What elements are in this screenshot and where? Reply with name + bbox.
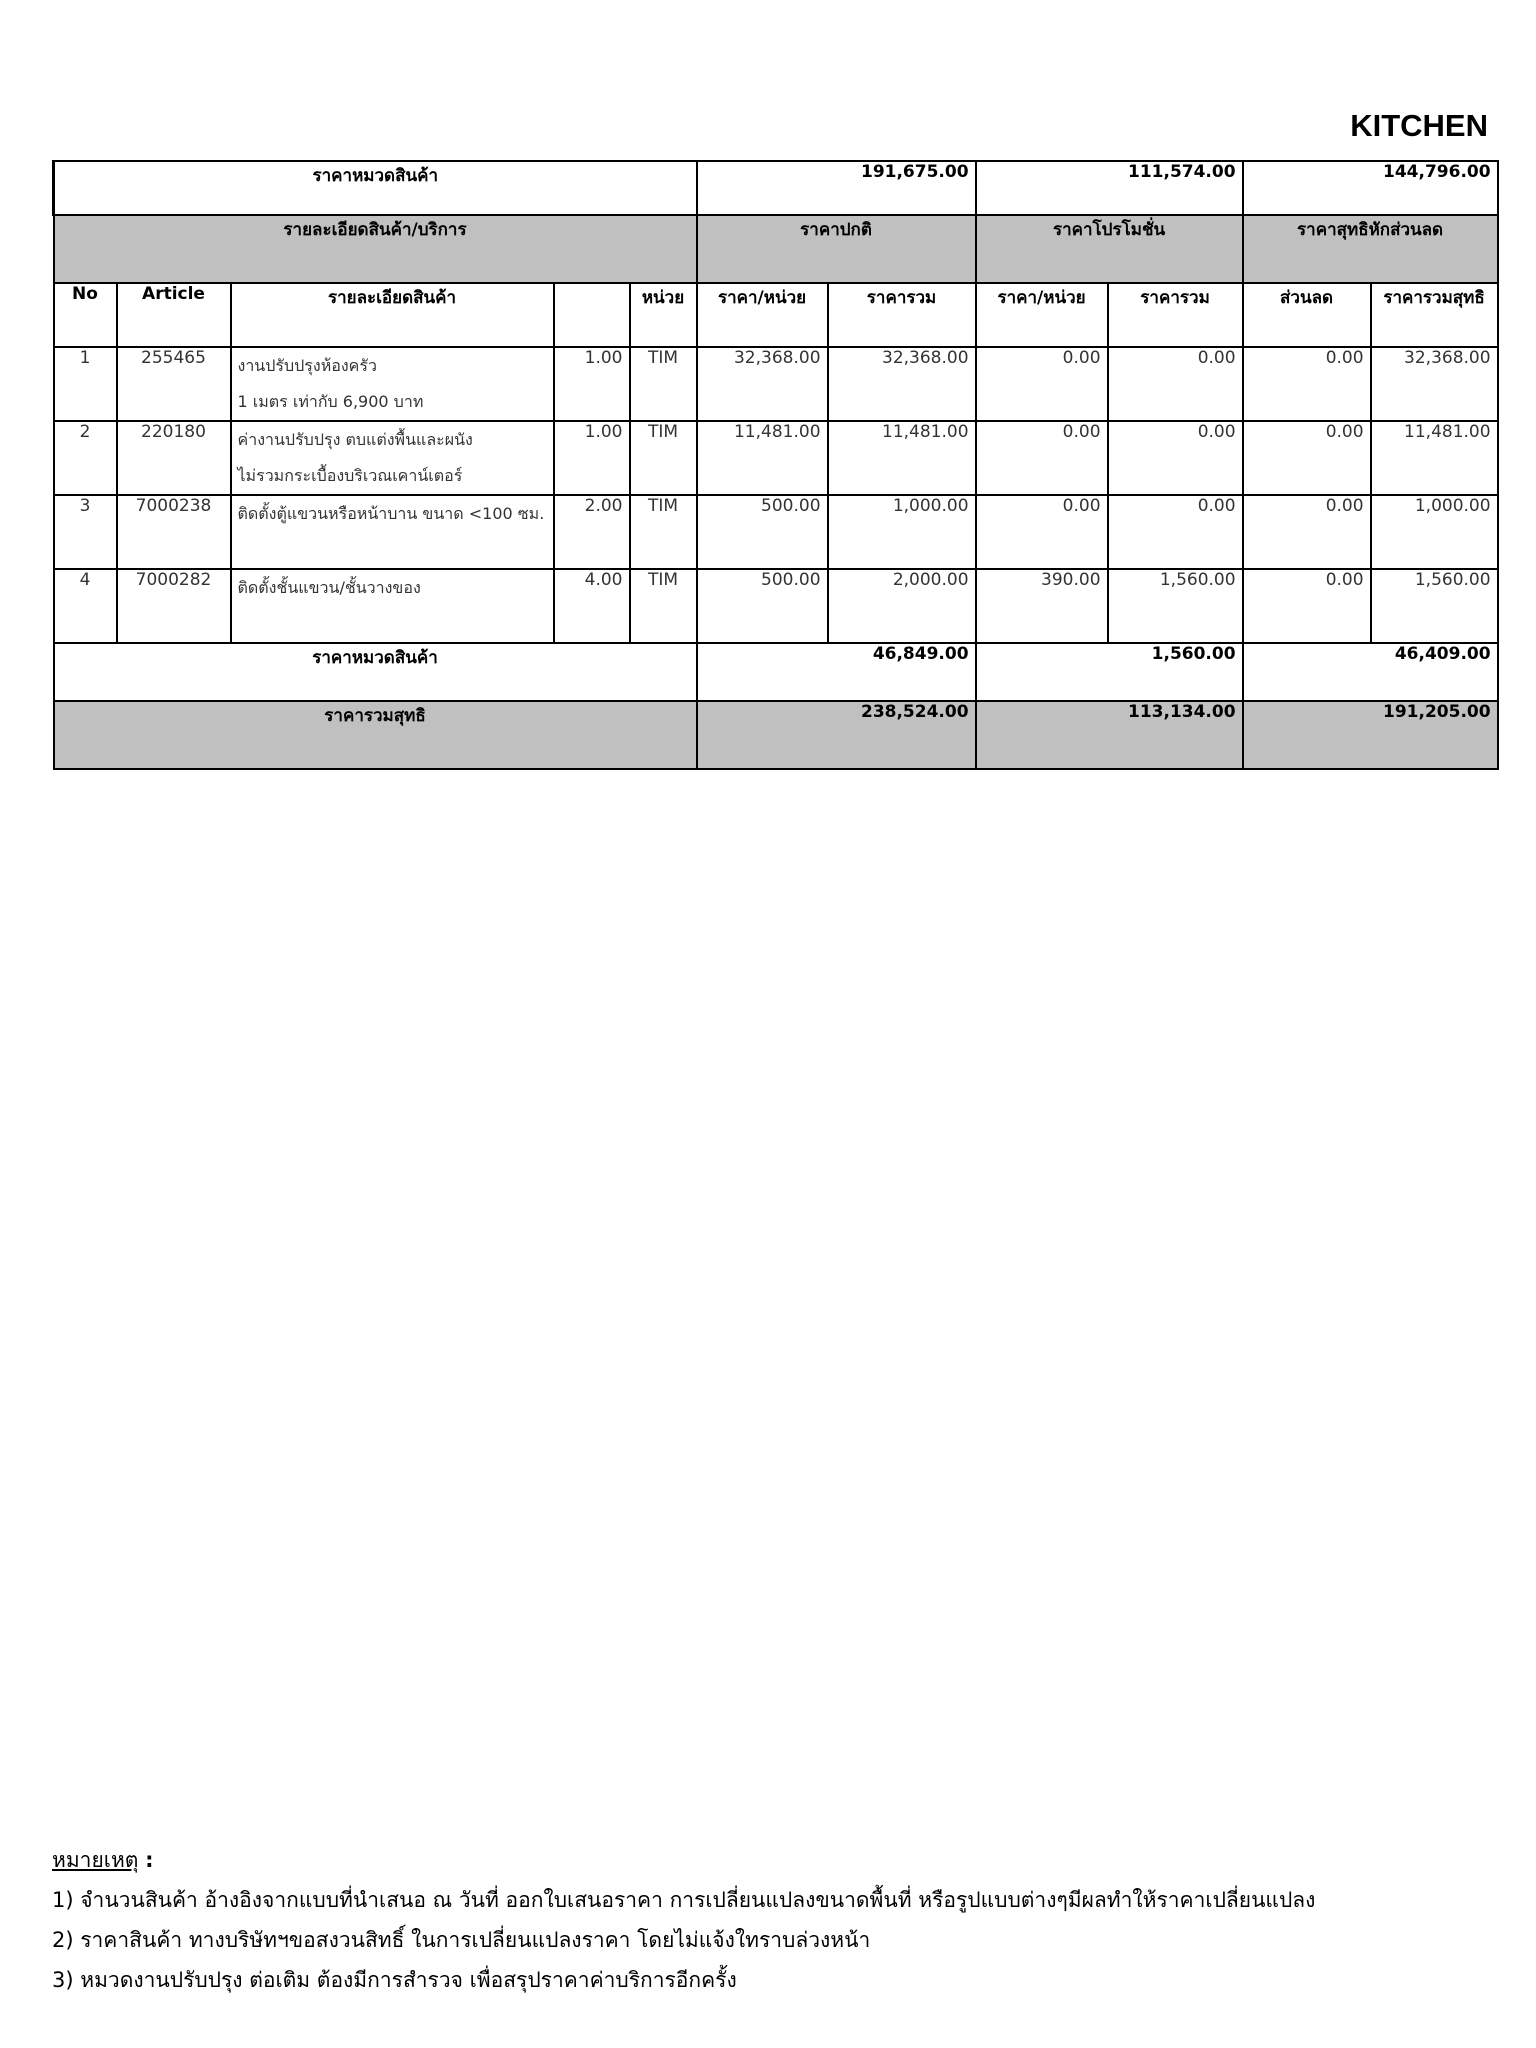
cell-unit: TIM	[630, 421, 697, 495]
cell-qty: 1.00	[554, 347, 630, 421]
notes-title: หมายเหตุ	[52, 1848, 139, 1872]
cell-normal-unit-price: 32,368.00	[697, 347, 828, 421]
cell-qty: 4.00	[554, 569, 630, 643]
cell-no: 2	[54, 421, 117, 495]
grand-total-label: ราคารวมสุทธิ	[54, 701, 697, 769]
col-net-total: ราคารวมสุทธิ	[1371, 283, 1498, 347]
subtotal-normal: 46,849.00	[697, 643, 976, 701]
cell-no: 3	[54, 495, 117, 569]
normal-total: 191,675.00	[697, 161, 976, 215]
description-line-1: ติดตั้งชั้นแขวน/ชั้นวางของ	[237, 578, 421, 597]
col-discount: ส่วนลด	[1243, 283, 1371, 347]
grand-total-promo: 113,134.00	[976, 701, 1243, 769]
cell-promo-unit-price: 0.00	[976, 347, 1108, 421]
cell-promo-total: 0.00	[1108, 421, 1243, 495]
details-group-header: รายละเอียดสินค้า/บริการ	[54, 215, 697, 283]
net-price-group-header: ราคาสุทธิหักส่วนลด	[1243, 215, 1498, 283]
cell-description	[231, 347, 554, 421]
cell-unit: TIM	[630, 569, 697, 643]
notes-colon: :	[145, 1848, 154, 1872]
note-item: 3) หมวดงานปรับปรุง ต่อเติม ต้องมีการสำรวจ เพื่อสรุปราคาค่าบริการอีกครั้ง	[52, 1968, 737, 1992]
grand-total-normal: 238,524.00	[697, 701, 976, 769]
table-row	[54, 347, 1498, 421]
cell-article: 255465	[117, 347, 231, 421]
column-header-row	[54, 283, 1498, 347]
cell-description	[231, 569, 554, 643]
cell-promo-unit-price: 0.00	[976, 421, 1108, 495]
cell-discount: 0.00	[1243, 347, 1371, 421]
cell-normal-total: 2,000.00	[828, 569, 976, 643]
subtotal-promo: 1,560.00	[976, 643, 1243, 701]
cell-unit: TIM	[630, 347, 697, 421]
cell-qty: 2.00	[554, 495, 630, 569]
cell-net-total: 1,000.00	[1371, 495, 1498, 569]
cell-description	[231, 421, 554, 495]
page-heading: KITCHEN	[1350, 108, 1488, 143]
note-item: 2) ราคาสินค้า ทางบริษัทฯขอสงวนสิทธิ์ ในการเปลี่ยนแปลงราคา โดยไม่แจ้งใทราบล่วงหน้า	[52, 1928, 871, 1952]
cell-promo-total: 0.00	[1108, 347, 1243, 421]
description-line-2: 1 เมตร เท่ากับ 6,900 บาท	[237, 392, 424, 411]
cell-promo-total: 0.00	[1108, 495, 1243, 569]
previous-category-total-row	[54, 161, 1498, 215]
cell-article: 7000282	[117, 569, 231, 643]
cell-no: 4	[54, 569, 117, 643]
cell-normal-total: 32,368.00	[828, 347, 976, 421]
cell-normal-unit-price: 500.00	[697, 495, 828, 569]
grand-total-row	[54, 701, 1498, 769]
description-line-2: ไม่รวมกระเบื้องบริเวณเคาน์เตอร์	[237, 466, 463, 485]
table-row	[54, 495, 1498, 569]
grand-total-net: 191,205.00	[1243, 701, 1498, 769]
cell-promo-unit-price: 0.00	[976, 495, 1108, 569]
promo-total: 111,574.00	[976, 161, 1243, 215]
category-subtotal-row	[54, 643, 1498, 701]
cell-promo-unit-price: 390.00	[976, 569, 1108, 643]
cell-net-total: 1,560.00	[1371, 569, 1498, 643]
col-normal-total: ราคารวม	[828, 283, 976, 347]
table-row	[54, 421, 1498, 495]
cell-discount: 0.00	[1243, 421, 1371, 495]
cell-discount: 0.00	[1243, 495, 1371, 569]
cell-normal-unit-price: 11,481.00	[697, 421, 828, 495]
cell-article: 220180	[117, 421, 231, 495]
cell-discount: 0.00	[1243, 569, 1371, 643]
subtotal-label: ราคาหมวดสินค้า	[54, 643, 697, 701]
cell-normal-unit-price: 500.00	[697, 569, 828, 643]
col-description: รายละเอียดสินค้า	[231, 283, 554, 347]
group-header-row	[54, 215, 1498, 283]
col-unit: หน่วย	[630, 283, 697, 347]
description-line-1: ติดตั้งตู้แขวนหรือหน้าบาน ขนาด <100 ซม.	[237, 504, 545, 523]
col-normal-unit-price: ราคา/หน่วย	[697, 283, 828, 347]
promo-price-group-header: ราคาโปรโมชั่น	[976, 215, 1243, 283]
col-promo-total: ราคารวม	[1108, 283, 1243, 347]
cell-promo-total: 1,560.00	[1108, 569, 1243, 643]
col-no: No	[54, 283, 117, 347]
cell-unit: TIM	[630, 495, 697, 569]
cell-qty: 1.00	[554, 421, 630, 495]
row-label: ราคาหมวดสินค้า	[54, 161, 697, 215]
cell-net-total: 11,481.00	[1371, 421, 1498, 495]
cell-normal-total: 1,000.00	[828, 495, 976, 569]
notes-heading	[52, 1840, 1492, 1880]
cell-no: 1	[54, 347, 117, 421]
cell-article: 7000238	[117, 495, 231, 569]
subtotal-net: 46,409.00	[1243, 643, 1498, 701]
col-article: Article	[117, 283, 231, 347]
cell-normal-total: 11,481.00	[828, 421, 976, 495]
normal-price-group-header: ราคาปกติ	[697, 215, 976, 283]
table-row	[54, 569, 1498, 643]
col-qty	[554, 283, 630, 347]
note-item: 1) จำนวนสินค้า อ้างอิงจากแบบที่นำเสนอ ณ วันที่ ออกใบเสนอราคา การเปลี่ยนแปลงขนาดพื้นที่ หรือรูปแบบต่างๆมีผลทำให้ราคาเปลี่ยนแปลง	[52, 1888, 1316, 1912]
col-promo-unit-price: ราคา/หน่วย	[976, 283, 1108, 347]
cell-description	[231, 495, 554, 569]
cell-net-total: 32,368.00	[1371, 347, 1498, 421]
quotation-table	[52, 160, 1499, 770]
notes-section	[52, 1840, 1492, 2000]
net-total: 144,796.00	[1243, 161, 1498, 215]
description-line-1: งานปรับปรุงห้องครัว	[237, 356, 377, 375]
description-line-1: ค่างานปรับปรุง ตบแต่งพื้นและผนัง	[237, 430, 473, 449]
